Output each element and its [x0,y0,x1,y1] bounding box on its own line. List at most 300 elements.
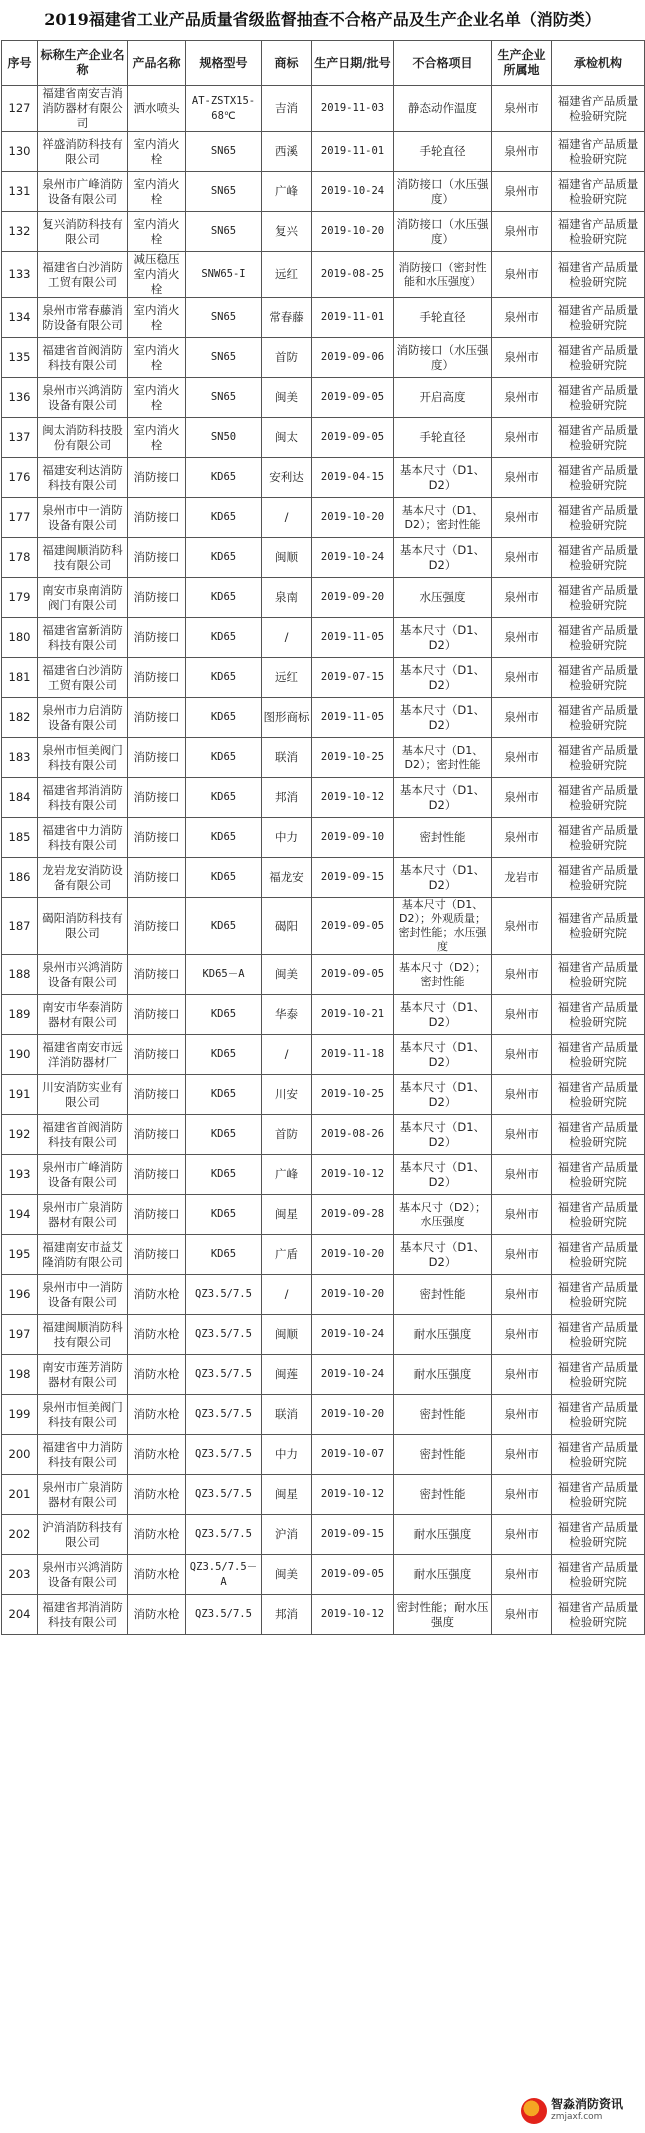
cell-spec-model: KD65 [186,778,262,818]
cell-seq-no: 193 [2,1155,38,1195]
cell-testing-institution: 福建省产品质量检验研究院 [552,298,645,338]
cell-seq-no: 185 [2,818,38,858]
cell-spec-model: QZ3.5/7.5－A [186,1555,262,1595]
table-row [2,858,645,898]
table-body [2,86,645,1635]
cell-spec-model: QZ3.5/7.5 [186,1315,262,1355]
cell-manufacturer-location: 泉州市 [492,1595,552,1635]
cell-spec-model: QZ3.5/7.5 [186,1595,262,1635]
cell-testing-institution: 福建省产品质量检验研究院 [552,1475,645,1515]
cell-trademark: 闽星 [262,1195,312,1235]
cell-seq-no: 197 [2,1315,38,1355]
cell-production-date: 2019-10-12 [312,778,394,818]
cell-seq-no: 135 [2,338,38,378]
cell-testing-institution: 福建省产品质量检验研究院 [552,698,645,738]
cell-seq-no: 180 [2,618,38,658]
table-row [2,1155,645,1195]
cell-testing-institution: 福建省产品质量检验研究院 [552,618,645,658]
cell-product-name: 消防接口 [128,1155,186,1195]
cell-spec-model: KD65 [186,1155,262,1195]
cell-trademark: 泉南 [262,578,312,618]
cell-testing-institution: 福建省产品质量检验研究院 [552,578,645,618]
cell-seq-no: 130 [2,132,38,172]
cell-failed-items: 基本尺寸（D1、D2） [394,858,492,898]
table-row [2,738,645,778]
cell-seq-no: 131 [2,172,38,212]
cell-failed-items: 耐水压强度 [394,1555,492,1595]
cell-manufacturer: 福建闽顺消防科技有限公司 [38,1315,128,1355]
cell-manufacturer-location: 泉州市 [492,1315,552,1355]
cell-manufacturer-location: 泉州市 [492,1395,552,1435]
cell-spec-model: SNW65-I [186,252,262,298]
cell-manufacturer: 泉州市广泉消防器材有限公司 [38,1195,128,1235]
cell-production-date: 2019-10-20 [312,212,394,252]
cell-manufacturer: 闽太消防科技股份有限公司 [38,418,128,458]
cell-production-date: 2019-10-12 [312,1595,394,1635]
table-row [2,538,645,578]
cell-spec-model: SN65 [186,212,262,252]
cell-manufacturer: 福建省邦消消防科技有限公司 [38,1595,128,1635]
cell-seq-no: 202 [2,1515,38,1555]
cell-failed-items: 基本尺寸（D1、D2） [394,995,492,1035]
cell-production-date: 2019-10-25 [312,1075,394,1115]
cell-production-date: 2019-10-20 [312,1275,394,1315]
cell-testing-institution: 福建省产品质量检验研究院 [552,212,645,252]
cell-testing-institution: 福建省产品质量检验研究院 [552,778,645,818]
table-row [2,1035,645,1075]
cell-failed-items: 基本尺寸（D1、D2） [394,1235,492,1275]
cell-product-name: 室内消火栓 [128,418,186,458]
cell-spec-model: SN50 [186,418,262,458]
cell-product-name: 消防水枪 [128,1315,186,1355]
cell-testing-institution: 福建省产品质量检验研究院 [552,1435,645,1475]
table-row [2,378,645,418]
cell-spec-model: SN65 [186,378,262,418]
cell-product-name: 室内消火栓 [128,172,186,212]
cell-product-name: 室内消火栓 [128,132,186,172]
cell-failed-items: 基本尺寸（D1、D2）；密封性能 [394,738,492,778]
table-row [2,1555,645,1595]
cell-seq-no: 127 [2,86,38,132]
cell-failed-items: 耐水压强度 [394,1515,492,1555]
table-row [2,1475,645,1515]
cell-failed-items: 手轮直径 [394,298,492,338]
table-row [2,298,645,338]
table-row [2,132,645,172]
cell-testing-institution: 福建省产品质量检验研究院 [552,1355,645,1395]
cell-manufacturer-location: 泉州市 [492,1435,552,1475]
cell-failed-items: 基本尺寸（D1、D2） [394,658,492,698]
cell-testing-institution: 福建省产品质量检验研究院 [552,1275,645,1315]
column-header-manufacturer-location: 生产企业所属地 [492,41,552,86]
column-header-testing-institution: 承检机构 [552,41,645,86]
cell-failed-items: 基本尺寸（D1、D2） [394,538,492,578]
table-row [2,818,645,858]
cell-spec-model: KD65 [186,618,262,658]
watermark-name: 智淼消防资讯 [551,2097,624,2111]
cell-testing-institution: 福建省产品质量检验研究院 [552,658,645,698]
cell-seq-no: 176 [2,458,38,498]
column-header-product-name: 产品名称 [128,41,186,86]
cell-testing-institution: 福建省产品质量检验研究院 [552,858,645,898]
cell-production-date: 2019-11-05 [312,618,394,658]
table-row [2,778,645,818]
cell-spec-model: SN65 [186,172,262,212]
cell-trademark: 沪消 [262,1515,312,1555]
table-row [2,458,645,498]
cell-seq-no: 132 [2,212,38,252]
cell-manufacturer-location: 龙岩市 [492,858,552,898]
cell-seq-no: 189 [2,995,38,1035]
table-row [2,338,645,378]
table-row [2,418,645,458]
cell-production-date: 2019-10-20 [312,1395,394,1435]
cell-testing-institution: 福建省产品质量检验研究院 [552,1395,645,1435]
cell-seq-no: 190 [2,1035,38,1075]
cell-production-date: 2019-07-15 [312,658,394,698]
cell-production-date: 2019-09-05 [312,955,394,995]
cell-manufacturer-location: 泉州市 [492,698,552,738]
cell-trademark: 西溪 [262,132,312,172]
cell-trademark: 中力 [262,818,312,858]
cell-manufacturer-location: 泉州市 [492,212,552,252]
cell-testing-institution: 福建省产品质量检验研究院 [552,1115,645,1155]
cell-production-date: 2019-11-05 [312,698,394,738]
cell-failed-items: 基本尺寸（D2）；密封性能 [394,955,492,995]
table-row [2,898,645,955]
cell-manufacturer-location: 泉州市 [492,1155,552,1195]
cell-testing-institution: 福建省产品质量检验研究院 [552,898,645,955]
cell-trademark: 安利达 [262,458,312,498]
cell-trademark: 闽星 [262,1475,312,1515]
cell-product-name: 消防水枪 [128,1595,186,1635]
cell-product-name: 减压稳压室内消火栓 [128,252,186,298]
cell-seq-no: 181 [2,658,38,698]
cell-seq-no: 199 [2,1395,38,1435]
cell-product-name: 消防水枪 [128,1475,186,1515]
cell-manufacturer-location: 泉州市 [492,658,552,698]
cell-failed-items: 耐水压强度 [394,1315,492,1355]
noncompliant-products-table [1,40,645,1635]
cell-product-name: 室内消火栓 [128,212,186,252]
cell-seq-no: 136 [2,378,38,418]
table-row [2,1075,645,1115]
cell-product-name: 消防接口 [128,458,186,498]
cell-manufacturer: 南安市莲芳消防器材有限公司 [38,1355,128,1395]
cell-production-date: 2019-08-25 [312,252,394,298]
cell-manufacturer-location: 泉州市 [492,818,552,858]
cell-manufacturer-location: 泉州市 [492,1075,552,1115]
cell-trademark: 福龙安 [262,858,312,898]
cell-trademark: 邦消 [262,778,312,818]
table-header-row [2,41,645,86]
table-row [2,1195,645,1235]
cell-spec-model: KD65 [186,898,262,955]
cell-testing-institution: 福建省产品质量检验研究院 [552,418,645,458]
cell-product-name: 室内消火栓 [128,378,186,418]
cell-production-date: 2019-10-24 [312,1355,394,1395]
cell-manufacturer: 福建省白沙消防工贸有限公司 [38,252,128,298]
cell-production-date: 2019-09-15 [312,1515,394,1555]
table-row [2,1395,645,1435]
cell-trademark: 闽顺 [262,1315,312,1355]
cell-testing-institution: 福建省产品质量检验研究院 [552,1035,645,1075]
cell-spec-model: KD65 [186,1115,262,1155]
cell-manufacturer-location: 泉州市 [492,618,552,658]
cell-manufacturer: 福建省白沙消防工贸有限公司 [38,658,128,698]
table-row [2,1275,645,1315]
cell-testing-institution: 福建省产品质量检验研究院 [552,538,645,578]
cell-manufacturer-location: 泉州市 [492,778,552,818]
cell-trademark: 闽美 [262,1555,312,1595]
cell-trademark: / [262,618,312,658]
cell-testing-institution: 福建省产品质量检验研究院 [552,338,645,378]
cell-manufacturer-location: 泉州市 [492,498,552,538]
cell-spec-model: KD65 [186,658,262,698]
cell-testing-institution: 福建省产品质量检验研究院 [552,1515,645,1555]
cell-manufacturer: 福建省中力消防科技有限公司 [38,1435,128,1475]
cell-production-date: 2019-10-12 [312,1475,394,1515]
cell-testing-institution: 福建省产品质量检验研究院 [552,995,645,1035]
cell-manufacturer-location: 泉州市 [492,1355,552,1395]
cell-seq-no: 191 [2,1075,38,1115]
cell-failed-items: 水压强度 [394,578,492,618]
cell-spec-model: QZ3.5/7.5 [186,1355,262,1395]
cell-trademark: 广盾 [262,1235,312,1275]
cell-failed-items: 密封性能 [394,818,492,858]
cell-trademark: / [262,1035,312,1075]
cell-failed-items: 基本尺寸（D1、D2） [394,1155,492,1195]
cell-production-date: 2019-11-01 [312,132,394,172]
cell-production-date: 2019-10-24 [312,172,394,212]
cell-production-date: 2019-10-12 [312,1155,394,1195]
cell-testing-institution: 福建省产品质量检验研究院 [552,818,645,858]
cell-manufacturer-location: 泉州市 [492,338,552,378]
cell-product-name: 消防接口 [128,818,186,858]
cell-production-date: 2019-09-05 [312,1555,394,1595]
cell-manufacturer-location: 泉州市 [492,738,552,778]
cell-trademark: 闽美 [262,955,312,995]
cell-trademark: 吉消 [262,86,312,132]
cell-manufacturer: 祥盛消防科技有限公司 [38,132,128,172]
table-row [2,698,645,738]
cell-trademark: 远红 [262,658,312,698]
document-title: 2019福建省工业产品质量省级监督抽查不合格产品及生产企业名单（消防类） [44,10,601,29]
watermark-logo-icon [521,2098,547,2124]
cell-manufacturer: 泉州市兴鸿消防设备有限公司 [38,1555,128,1595]
cell-production-date: 2019-10-25 [312,738,394,778]
cell-seq-no: 182 [2,698,38,738]
cell-seq-no: 188 [2,955,38,995]
cell-manufacturer-location: 泉州市 [492,458,552,498]
cell-seq-no: 179 [2,578,38,618]
cell-product-name: 消防接口 [128,698,186,738]
cell-production-date: 2019-04-15 [312,458,394,498]
cell-manufacturer: 泉州市广泉消防器材有限公司 [38,1475,128,1515]
cell-seq-no: 186 [2,858,38,898]
table-row [2,955,645,995]
cell-manufacturer: 川安消防实业有限公司 [38,1075,128,1115]
cell-manufacturer-location: 泉州市 [492,378,552,418]
cell-failed-items: 静态动作温度 [394,86,492,132]
cell-failed-items: 耐水压强度 [394,1355,492,1395]
cell-trademark: 远红 [262,252,312,298]
cell-seq-no: 184 [2,778,38,818]
cell-manufacturer: 福建南安市益艾隆消防有限公司 [38,1235,128,1275]
site-watermark [521,2093,641,2129]
cell-spec-model: KD65 [186,995,262,1035]
cell-manufacturer: 福建省中力消防科技有限公司 [38,818,128,858]
cell-spec-model: QZ3.5/7.5 [186,1515,262,1555]
cell-production-date: 2019-11-03 [312,86,394,132]
table-row [2,1115,645,1155]
column-header-failed-items: 不合格项目 [394,41,492,86]
cell-spec-model: KD65 [186,498,262,538]
cell-product-name: 消防接口 [128,1075,186,1115]
cell-manufacturer: 福建闽顺消防科技有限公司 [38,538,128,578]
cell-manufacturer-location: 泉州市 [492,1035,552,1075]
cell-manufacturer: 泉州市兴鸿消防设备有限公司 [38,955,128,995]
cell-trademark: 中力 [262,1435,312,1475]
cell-seq-no: 201 [2,1475,38,1515]
cell-failed-items: 基本尺寸（D1、D2） [394,1075,492,1115]
cell-failed-items: 基本尺寸（D1、D2） [394,1035,492,1075]
column-header-seq-no: 序号 [2,41,38,86]
cell-production-date: 2019-09-15 [312,858,394,898]
cell-manufacturer-location: 泉州市 [492,1115,552,1155]
cell-seq-no: 134 [2,298,38,338]
cell-manufacturer: 福建省首阀消防科技有限公司 [38,338,128,378]
cell-testing-institution: 福建省产品质量检验研究院 [552,1075,645,1115]
table-row [2,618,645,658]
cell-manufacturer: 沪消消防科技有限公司 [38,1515,128,1555]
cell-production-date: 2019-09-28 [312,1195,394,1235]
cell-manufacturer: 福建省邦消消防科技有限公司 [38,778,128,818]
cell-trademark: 碣阳 [262,898,312,955]
cell-product-name: 消防接口 [128,578,186,618]
cell-manufacturer-location: 泉州市 [492,1235,552,1275]
cell-spec-model: QZ3.5/7.5 [186,1395,262,1435]
cell-seq-no: 183 [2,738,38,778]
cell-manufacturer: 复兴消防科技有限公司 [38,212,128,252]
cell-seq-no: 178 [2,538,38,578]
cell-production-date: 2019-10-24 [312,538,394,578]
cell-manufacturer: 泉州市广峰消防设备有限公司 [38,1155,128,1195]
cell-testing-institution: 福建省产品质量检验研究院 [552,1595,645,1635]
cell-spec-model: AT-ZSTX15-68℃ [186,86,262,132]
column-header-spec-model: 规格型号 [186,41,262,86]
cell-trademark: 川安 [262,1075,312,1115]
cell-production-date: 2019-10-20 [312,1235,394,1275]
cell-seq-no: 198 [2,1355,38,1395]
cell-seq-no: 137 [2,418,38,458]
cell-manufacturer-location: 泉州市 [492,1275,552,1315]
cell-seq-no: 133 [2,252,38,298]
cell-manufacturer: 福建省富新消防科技有限公司 [38,618,128,658]
cell-spec-model: KD65 [186,1235,262,1275]
table-row [2,1355,645,1395]
cell-trademark: 闽美 [262,378,312,418]
cell-production-date: 2019-10-24 [312,1315,394,1355]
cell-testing-institution: 福建省产品质量检验研究院 [552,955,645,995]
cell-manufacturer: 福建省首阀消防科技有限公司 [38,1115,128,1155]
cell-trademark: 联消 [262,1395,312,1435]
cell-failed-items: 基本尺寸（D2）；水压强度 [394,1195,492,1235]
cell-manufacturer-location: 泉州市 [492,252,552,298]
cell-product-name: 消防接口 [128,995,186,1035]
cell-spec-model: KD65 [186,538,262,578]
cell-product-name: 消防水枪 [128,1555,186,1595]
cell-failed-items: 消防接口（密封性能和水压强度） [394,252,492,298]
cell-manufacturer-location: 泉州市 [492,298,552,338]
cell-seq-no: 200 [2,1435,38,1475]
cell-trademark: / [262,498,312,538]
cell-failed-items: 基本尺寸（D1、D2） [394,618,492,658]
table-row [2,658,645,698]
cell-trademark: 广峰 [262,1155,312,1195]
cell-trademark: 闽顺 [262,538,312,578]
cell-product-name: 消防接口 [128,1195,186,1235]
cell-spec-model: SN65 [186,338,262,378]
cell-trademark: 首防 [262,338,312,378]
cell-spec-model: QZ3.5/7.5 [186,1435,262,1475]
table-row [2,252,645,298]
cell-testing-institution: 福建省产品质量检验研究院 [552,86,645,132]
cell-production-date: 2019-09-20 [312,578,394,618]
cell-failed-items: 基本尺寸（D1、D2） [394,778,492,818]
cell-manufacturer: 泉州市恒美阀门科技有限公司 [38,1395,128,1435]
cell-product-name: 消防接口 [128,858,186,898]
cell-product-name: 消防接口 [128,1035,186,1075]
cell-testing-institution: 福建省产品质量检验研究院 [552,1235,645,1275]
cell-spec-model: KD65 [186,858,262,898]
cell-seq-no: 187 [2,898,38,955]
table-row [2,498,645,538]
cell-product-name: 消防接口 [128,898,186,955]
cell-manufacturer-location: 泉州市 [492,538,552,578]
cell-testing-institution: 福建省产品质量检验研究院 [552,1555,645,1595]
table-row [2,1315,645,1355]
cell-trademark: 华泰 [262,995,312,1035]
cell-trademark: 邦消 [262,1595,312,1635]
cell-product-name: 消防接口 [128,498,186,538]
cell-testing-institution: 福建省产品质量检验研究院 [552,1195,645,1235]
cell-testing-institution: 福建省产品质量检验研究院 [552,378,645,418]
cell-failed-items: 消防接口（水压强度） [394,338,492,378]
cell-product-name: 室内消火栓 [128,298,186,338]
cell-testing-institution: 福建省产品质量检验研究院 [552,132,645,172]
cell-testing-institution: 福建省产品质量检验研究院 [552,458,645,498]
table-row [2,1515,645,1555]
cell-spec-model: KD65 [186,578,262,618]
cell-failed-items: 手轮直径 [394,418,492,458]
cell-manufacturer: 南安市华泰消防器材有限公司 [38,995,128,1035]
cell-manufacturer: 福建安利达消防科技有限公司 [38,458,128,498]
table-row [2,1595,645,1635]
cell-manufacturer: 碣阳消防科技有限公司 [38,898,128,955]
cell-spec-model: KD65 [186,1035,262,1075]
cell-production-date: 2019-09-06 [312,338,394,378]
cell-manufacturer-location: 泉州市 [492,1475,552,1515]
cell-manufacturer-location: 泉州市 [492,418,552,458]
cell-manufacturer: 泉州市广峰消防设备有限公司 [38,172,128,212]
table-row [2,86,645,132]
cell-manufacturer-location: 泉州市 [492,898,552,955]
cell-failed-items: 密封性能 [394,1395,492,1435]
cell-testing-institution: 福建省产品质量检验研究院 [552,1315,645,1355]
cell-product-name: 消防水枪 [128,1355,186,1395]
cell-testing-institution: 福建省产品质量检验研究院 [552,738,645,778]
